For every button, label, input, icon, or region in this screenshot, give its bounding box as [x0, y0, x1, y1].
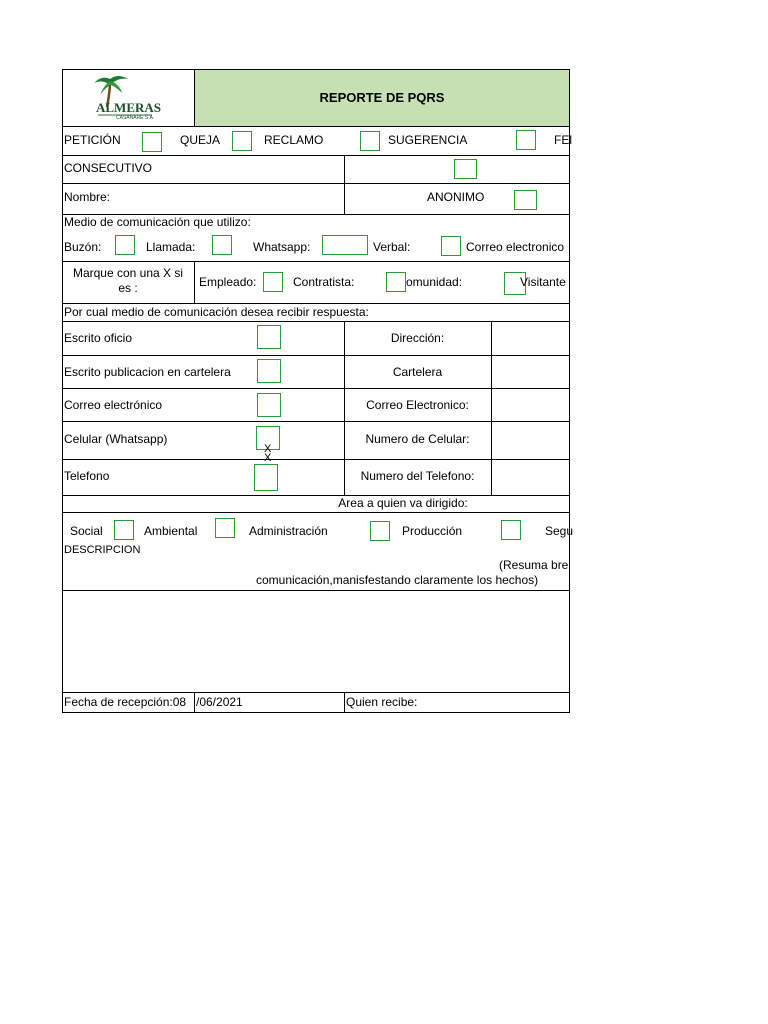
label-reclamo: RECLAMO	[264, 133, 324, 147]
fecha-value: /06/2021	[196, 695, 243, 709]
label-peticion: PETICIÓN	[64, 133, 121, 147]
company-logo	[90, 73, 160, 123]
label-anonimo: ANONIMO	[427, 190, 485, 204]
logo-text: ALMERAS	[96, 100, 162, 115]
pqrs-form	[62, 69, 574, 713]
label-whatsapp: Whatsapp:	[253, 240, 311, 254]
respuesta-row-3-left: Correo electrónico	[64, 398, 163, 412]
checkbox-correo-electronico[interactable]	[257, 393, 281, 417]
respuesta-row-2-right: Cartelera	[392, 365, 443, 379]
label-llamada: Llamada:	[146, 240, 196, 254]
label-seguridad: Segu	[545, 524, 574, 538]
label-comunidad: omunidad:	[406, 275, 463, 289]
respuesta-row-4-right: Numero de Celular:	[365, 432, 470, 446]
input-telefono[interactable]	[492, 460, 569, 495]
logo-subtext: CASANARE S.A.	[116, 115, 155, 121]
checkbox-social[interactable]	[114, 520, 134, 540]
label-medio-title: Medio de comunicación que utilizo:	[64, 215, 251, 229]
checkbox-telefono[interactable]	[254, 464, 278, 491]
respuesta-row-5-right: Numero del Telefono:	[360, 469, 475, 483]
checkbox-escrito-oficio[interactable]	[257, 325, 281, 349]
checkbox-buzon[interactable]	[115, 235, 135, 255]
descripcion-hint-2: comunicación,manisfestando claramente los hechos)	[256, 573, 539, 587]
checkbox-comunidad[interactable]	[386, 272, 406, 292]
input-correo[interactable]	[492, 389, 569, 421]
quien-recibe-field[interactable]	[442, 693, 569, 712]
page-title: REPORTE DE PQRS	[319, 90, 445, 105]
label-marque-2: es :	[118, 281, 138, 295]
label-visitante: Visitante	[520, 275, 566, 289]
label-quien-recibe: Quien recibe:	[346, 695, 418, 709]
input-direccion[interactable]	[492, 322, 569, 355]
checkbox-ambiental[interactable]	[215, 518, 235, 538]
input-celular[interactable]	[492, 422, 569, 459]
checkbox-llamada[interactable]	[212, 235, 232, 255]
checkbox-empleado[interactable]	[263, 272, 283, 292]
checkbox-reclamo[interactable]	[360, 131, 380, 151]
label-buzon: Buzón:	[64, 240, 102, 254]
checkbox-whatsapp[interactable]	[322, 235, 368, 255]
label-social: Social	[70, 524, 103, 538]
label-queja: QUEJA	[180, 133, 221, 147]
label-sugerencia: SUGERENCIA	[388, 133, 468, 147]
label-marque-1: Marque con una X si	[72, 266, 184, 280]
checkbox-produccion[interactable]	[501, 520, 521, 540]
label-respuesta-title: Por cual medio de comunicación desea recibir respuesta:	[64, 305, 369, 319]
label-produccion: Producción	[402, 524, 463, 538]
respuesta-row-2-left: Escrito publicacion en cartelera	[64, 365, 231, 379]
label-descripcion: DESCRIPCION	[64, 544, 141, 556]
input-cartelera[interactable]	[492, 356, 569, 388]
checkbox-cartelera[interactable]	[257, 359, 281, 383]
checkbox-queja[interactable]	[232, 131, 252, 151]
checkbox-anonimo[interactable]	[514, 190, 537, 210]
checkbox-sugerencia[interactable]	[516, 130, 536, 150]
checkbox-verbal[interactable]	[441, 236, 461, 256]
label-nombre: Nombre:	[64, 190, 111, 204]
respuesta-row-1-left: Escrito oficio	[64, 331, 133, 345]
mark-celular: X	[264, 443, 272, 455]
label-felicitacion: FEl	[554, 133, 572, 147]
label-empleado: Empleado:	[199, 275, 257, 289]
checkbox-administracion[interactable]	[370, 521, 390, 541]
label-correo: Correo electronico	[466, 240, 565, 254]
checkbox-peticion[interactable]	[142, 132, 162, 152]
mark-telefono: X	[264, 452, 272, 464]
descripcion-textarea[interactable]	[63, 591, 569, 691]
respuesta-row-4-left: Celular (Whatsapp)	[64, 432, 168, 446]
label-contratista: Contratista:	[293, 275, 355, 289]
respuesta-row-1-right: Dirección:	[390, 331, 445, 345]
consecutivo-field[interactable]	[454, 159, 477, 179]
label-administracion: Administración	[249, 524, 328, 538]
descripcion-hint-1: (Resuma bre	[499, 558, 569, 572]
label-area-title: Area a quien va dirigido:	[338, 496, 468, 510]
label-ambiental: Ambiental	[144, 524, 198, 538]
label-verbal: Verbal:	[373, 240, 411, 254]
label-fecha: Fecha de recepción:08	[64, 695, 187, 709]
respuesta-row-5-left: Telefono	[64, 469, 110, 483]
label-consecutivo: CONSECUTIVO	[64, 161, 153, 175]
respuesta-row-3-right: Correo Electronico:	[366, 398, 469, 412]
